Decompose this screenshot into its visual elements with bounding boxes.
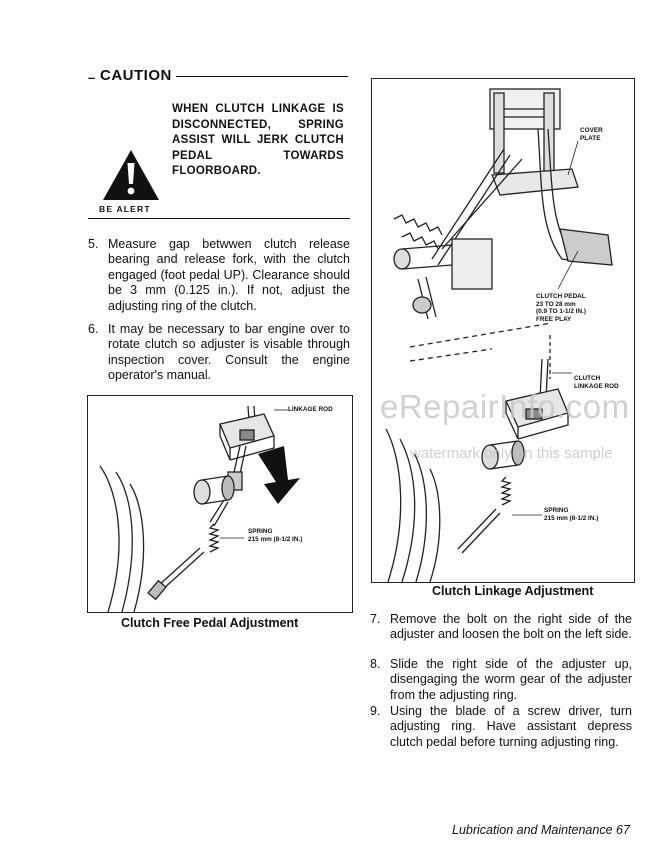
label-cover-plate: COVER PLATE [580, 127, 603, 142]
be-alert-label: BE ALERT [99, 204, 151, 214]
step-text: Measure gap betwwen clutch release bearing and release fork, with the clutch engaged (foot pedal UP). Clearance should be 3 mm (0.125 in.). If not, adjust the adjusting ring of the clutch. [108, 237, 350, 313]
watermark-main: eRepairInfo.com [380, 388, 630, 425]
step-7 [370, 612, 632, 662]
step-number: 5. [88, 237, 99, 251]
step-text: Using the blade of a screw driver, turn adjusting ring. Have assistant depress clutch pedal before turning adjusting ring. [390, 704, 632, 749]
caution-text: WHEN CLUTCH LINKAGE IS DISCONNECTED, SPRING ASSIST WILL JERK CLUTCH PEDAL TOWARDS FLOORBOARD. [172, 103, 344, 177]
step-8 [370, 657, 632, 707]
caution-title: CAUTION [100, 67, 172, 84]
label-linkage-rod: LINKAGE ROD [288, 406, 333, 413]
label-clutch-linkage-rod: CLUTCH LINKAGE ROD [574, 375, 619, 390]
step-number: 8. [370, 657, 381, 671]
step-number: 6. [88, 322, 99, 336]
step-text: It may be necessary to bar engine over to rotate clutch so adjuster is visable through inspection cover. Consult the engine operator's manual. [108, 322, 350, 383]
step-text: Remove the bolt on the right side of the adjuster and loosen the bolt on the left side. [390, 612, 632, 642]
label-spring: SPRING 215 mm (8-1/2 IN.) [248, 528, 303, 543]
caption-clutch-free-pedal: Clutch Free Pedal Adjustment [121, 616, 299, 630]
watermark-sub: watermark only on this sample [410, 445, 613, 462]
step-6 [88, 322, 350, 388]
caption-clutch-linkage: Clutch Linkage Adjustment [432, 584, 594, 598]
figure-clutch-linkage [371, 78, 635, 583]
page-footer: Lubrication and Maintenance 67 [452, 823, 630, 837]
caution-dash: – [88, 70, 96, 85]
label-clutch-pedal: CLUTCH PEDAL 23 TO 28 mm (0.9 TO 1-1/2 IN.) FREE PLAY [536, 293, 586, 323]
step-number: 9. [370, 704, 381, 718]
warning-triangle-icon [101, 148, 161, 207]
step-9 [370, 704, 632, 754]
step-number: 7. [370, 612, 381, 626]
caution-bottom-rule [88, 218, 350, 219]
label-spring: SPRING 215 mm (8-1/2 IN.) [544, 507, 599, 522]
figure-clutch-free-pedal [87, 395, 353, 613]
step-text: Slide the right side of the adjuster up, disengaging the worm gear of the adjuster from the adjusting ring. [390, 657, 632, 702]
caution-rule [176, 76, 348, 77]
clutch-free-pedal-illustration [88, 396, 352, 612]
step-5 [88, 237, 350, 317]
